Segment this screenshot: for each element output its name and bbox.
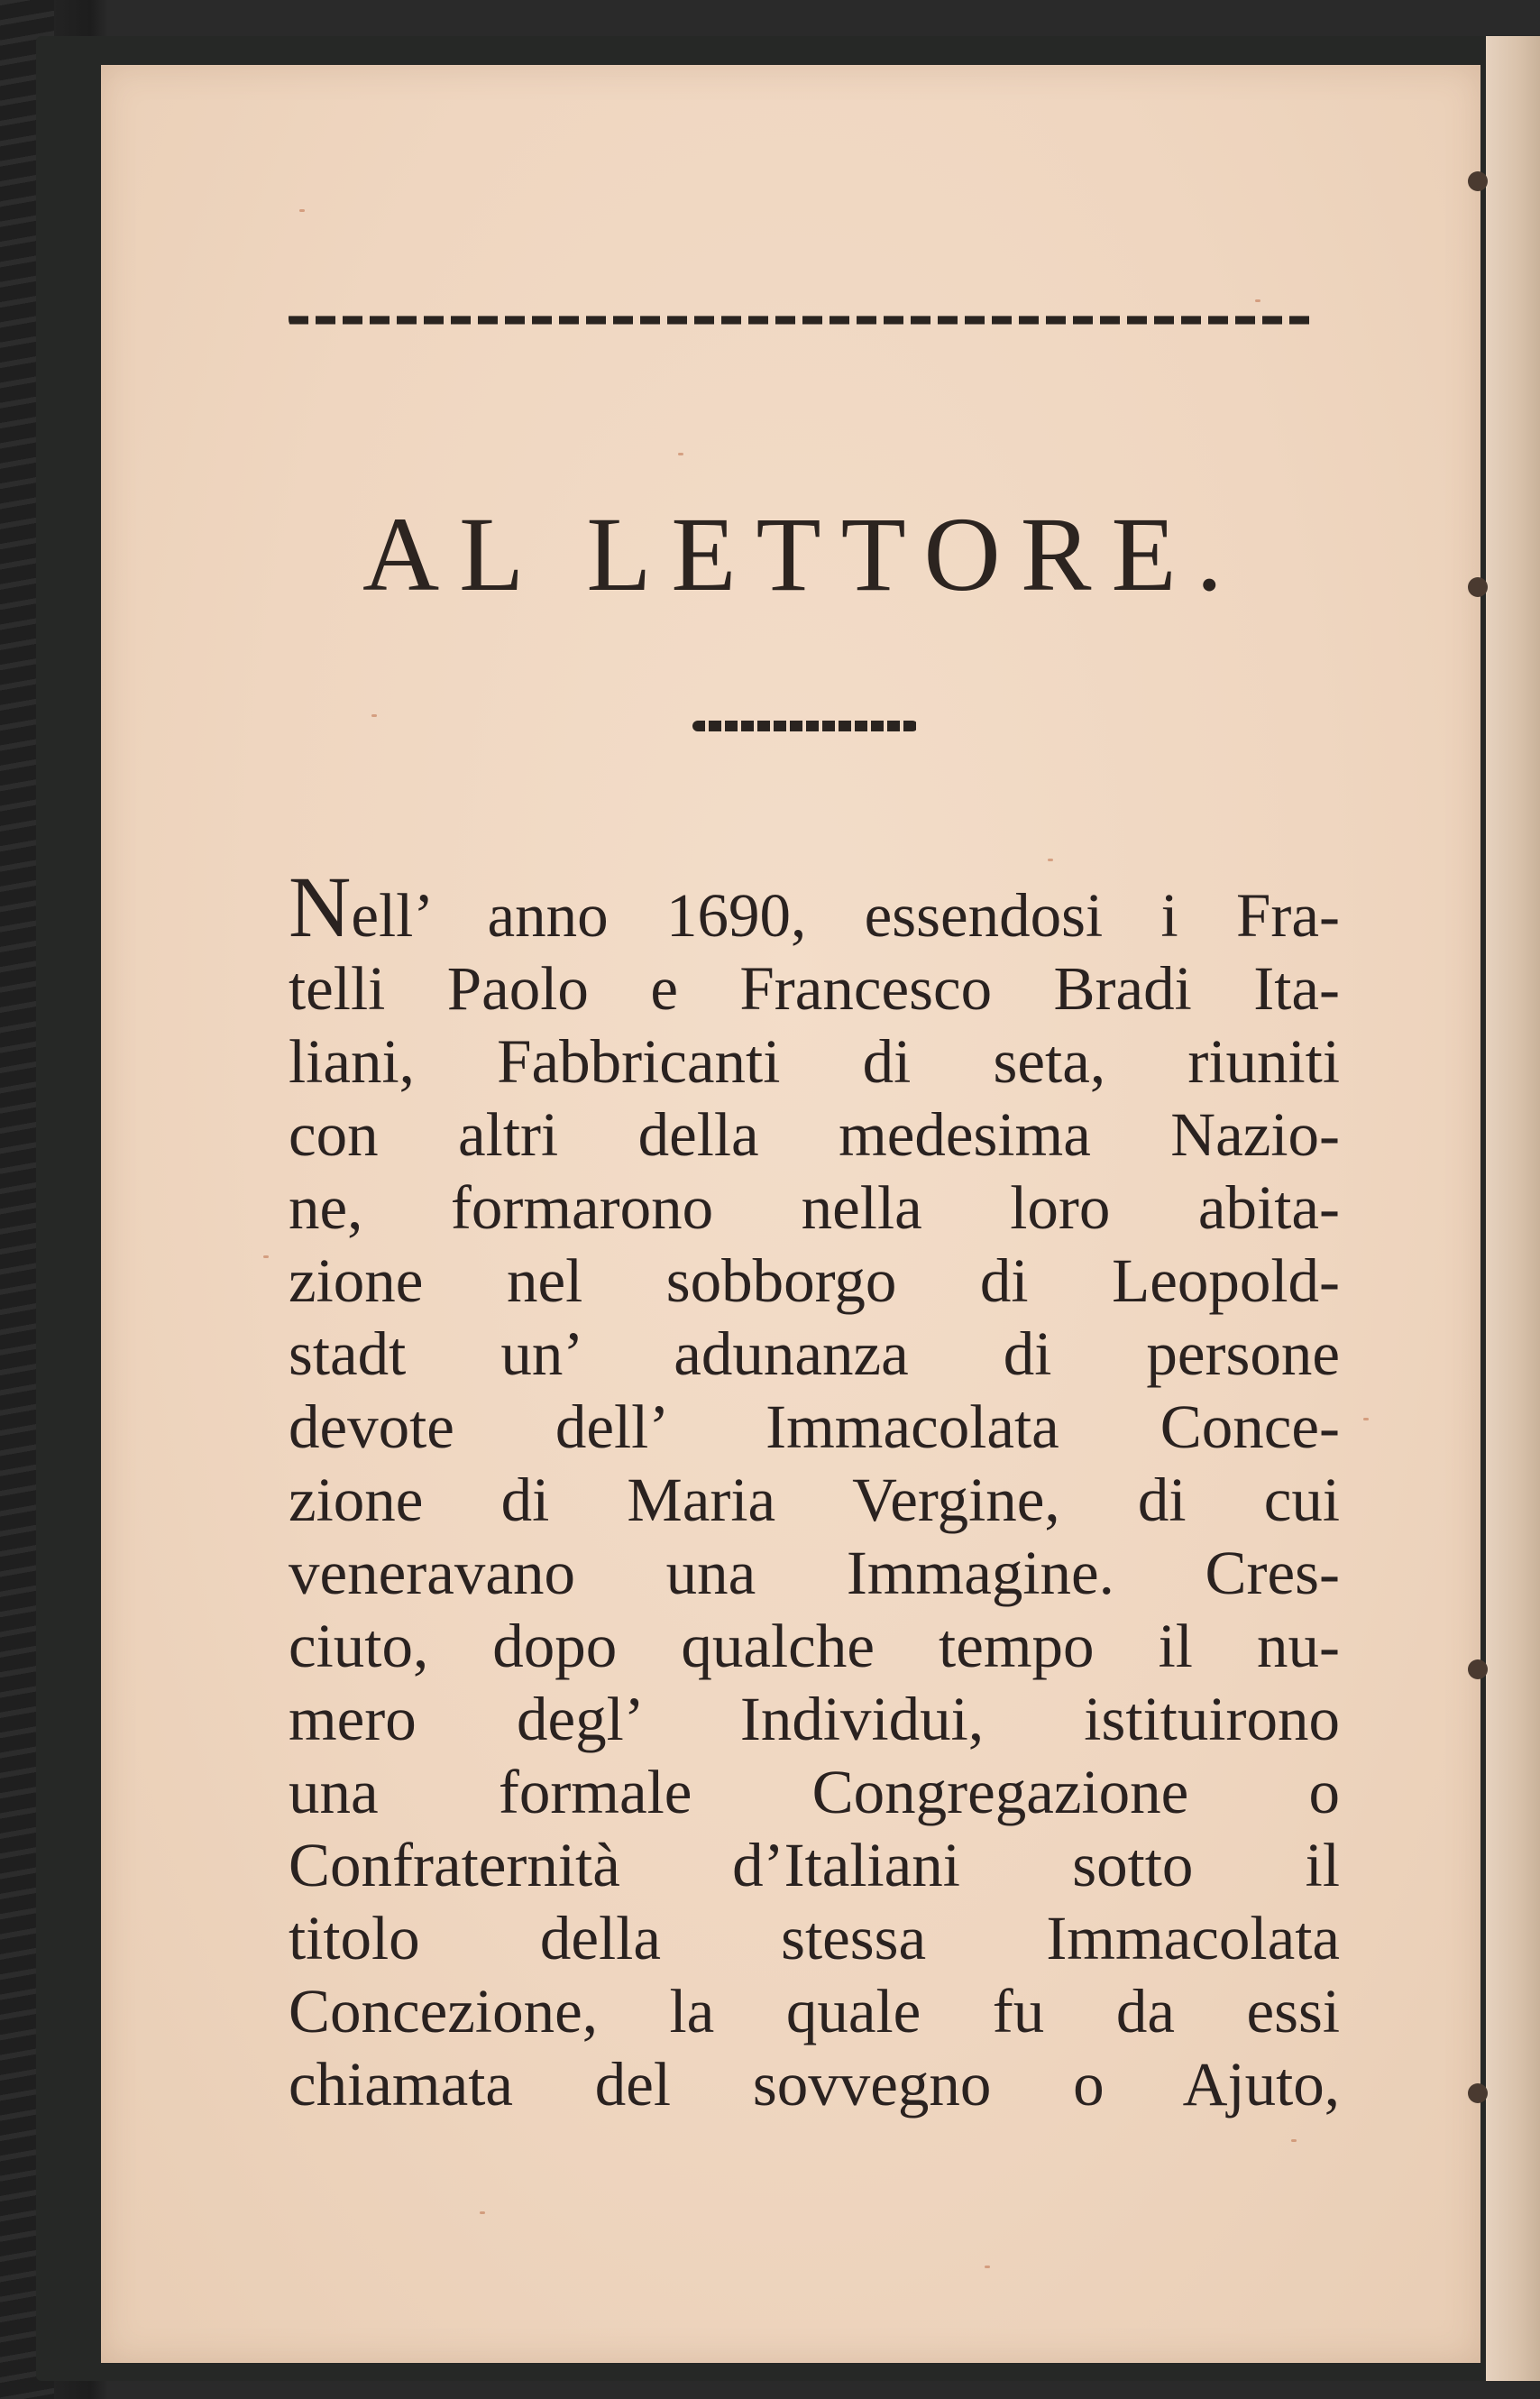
header-ornament-rule — [289, 307, 1316, 330]
text-line: Concezione, la quale fu da essi — [289, 1977, 1340, 2045]
text-line: chiamata del sovvegno o Ajuto, — [289, 2050, 1340, 2119]
first-line-text: ell’ anno 1690, essendosi i Fra- — [351, 881, 1340, 950]
paper-speck — [1363, 1418, 1369, 1420]
binding-stitch — [1468, 2083, 1488, 2103]
text-line: telli Paolo e Francesco Bradi Ita- — [289, 954, 1340, 1023]
text-line: una formale Congregazione o — [289, 1758, 1340, 1826]
text-line: titolo della stessa Immacolata — [289, 1904, 1340, 1972]
text-line — [289, 859, 1340, 955]
text-line: stadt un’ adunanza di persone — [289, 1319, 1340, 1388]
page-content — [188, 307, 1340, 2121]
page-gutter — [1486, 36, 1540, 2381]
paper-speck — [299, 209, 305, 212]
text-line: liani, Fabbricanti di seta, riuniti — [289, 1027, 1340, 1096]
body-paragraph — [289, 859, 1340, 2121]
text-line: devote dell’ Immacolata Conce- — [289, 1393, 1340, 1461]
paper-speck — [985, 2266, 990, 2268]
binding-stitch — [1468, 1659, 1488, 1679]
text-line: veneravano una Immagine. Cres- — [289, 1539, 1340, 1607]
binding-stitch — [1468, 171, 1488, 191]
text-line: mero degl’ Individui, istituirono — [289, 1685, 1340, 1753]
text-line: zione di Maria Vergine, di cui — [289, 1466, 1340, 1534]
text-line: con altri della medesima Nazio- — [289, 1100, 1340, 1169]
page-title: AL LETTORE. — [362, 495, 1243, 613]
title-divider — [692, 721, 918, 731]
text-line: ne, formarono nella loro abita- — [289, 1173, 1340, 1242]
paper-speck — [1291, 2139, 1297, 2142]
paper-speck — [1255, 299, 1260, 302]
paper-speck — [480, 2211, 485, 2214]
text-line: Confraternità d’Italiani sotto il — [289, 1831, 1340, 1899]
text-line: ciuto, dopo qualche tempo il nu- — [289, 1612, 1340, 1680]
text-line: zione nel sobborgo di Leopold- — [289, 1246, 1340, 1315]
drop-cap: N — [289, 859, 352, 955]
binding-stitch — [1468, 577, 1488, 597]
